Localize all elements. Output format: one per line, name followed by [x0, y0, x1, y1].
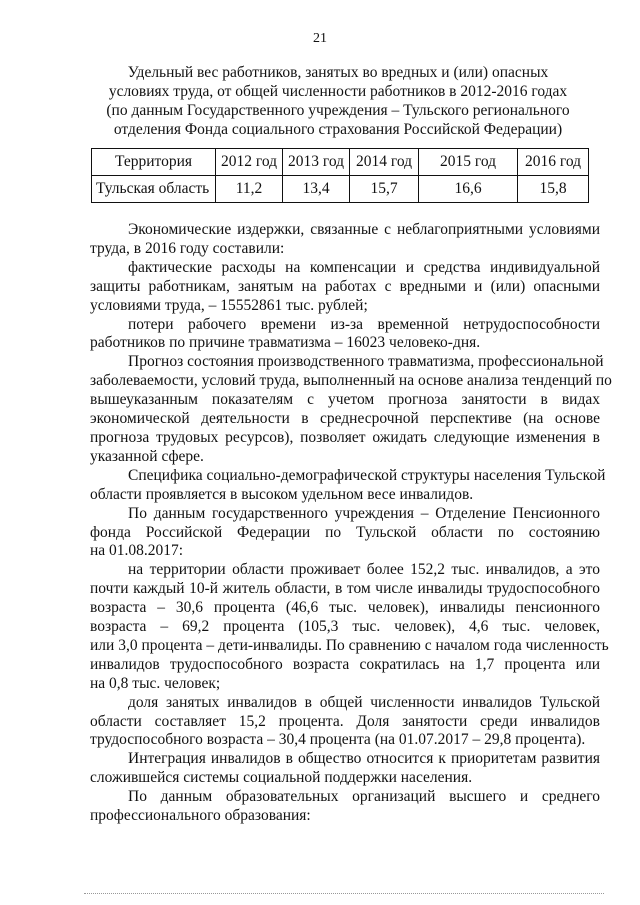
heading-line: Удельный вес работников, занятых во вредных и (или) опасных: [127, 64, 549, 81]
cell-2014: 15,7: [350, 176, 419, 203]
paragraph: [90, 750, 600, 788]
workers-share-table: [91, 148, 589, 203]
table-heading: [88, 63, 588, 139]
paragraph-line: профессионального образования:: [90, 807, 311, 825]
paragraph-line: трудоспособного возраста – 30,4 процента (на 01.07.2017 – 29,8 процента).: [90, 731, 586, 749]
column-header-2013: 2013 год: [283, 149, 350, 176]
paragraph: [90, 561, 609, 693]
paragraph-line: сложившейся системы социальной поддержки населения.: [90, 769, 473, 787]
paragraph-line: прогноза трудовых ресурсов), позволяет ожидать следующие изменения в: [90, 428, 600, 446]
paragraph-line: на 0,8 тыс. человек;: [90, 674, 221, 692]
paragraph-line: инвалидов трудоспособного возраста сократилась на 1,7 процента или: [90, 655, 600, 673]
cell-territory: Тульская область: [92, 176, 216, 203]
cell-2013: 13,4: [283, 176, 350, 203]
paragraph-line: области проявляется в высоком удельном весе инвалидов.: [90, 485, 474, 503]
paragraph-line: потери рабочего времени из-за временной нетрудоспособности: [128, 315, 600, 333]
paragraph: [90, 466, 606, 505]
paragraph-line: По данным образовательных организаций высшего и среднего: [128, 788, 600, 806]
paragraph-line: работников по причине травматизма – 16023 человеко-дня.: [90, 334, 481, 352]
column-header-2015: 2015 год: [419, 149, 518, 176]
paragraph-line: По данным государственного учреждения – Отделение Пенсионного: [128, 504, 600, 522]
paragraph-line: заболеваемости, условий труда, выполненный на основе анализа тенденций по: [90, 372, 612, 390]
paragraph-line: возраста – 30,6 процента (46,6 тыс. человек), инвалиды пенсионного: [90, 599, 600, 617]
paragraph-line: Специфика социально-демографической структуры населения Тульской: [128, 466, 606, 484]
table-row: [92, 176, 589, 203]
paragraph-line: доля занятых инвалидов в общей численности инвалидов Тульской: [128, 693, 600, 711]
paragraph: [90, 694, 600, 751]
column-header-2014: 2014 год: [350, 149, 419, 176]
column-header-2016: 2016 год: [518, 149, 589, 176]
paragraph-line: защиты работникам, занятым на работах с вредными и (или) опасными: [90, 277, 600, 295]
paragraph: [90, 259, 600, 316]
column-header-2012: 2012 год: [216, 149, 283, 176]
paragraph-line: на 01.08.2017:: [90, 542, 184, 560]
heading-line: условиях труда, от общей численности работников в 2012-2016 годах: [108, 83, 568, 100]
paragraph-line: или 3,0 процента – дети-инвалиды. По сравнению с началом года численность: [90, 636, 609, 654]
paragraph-line: труда, в 2016 году составили:: [90, 239, 285, 257]
paragraph-line: области составляет 15,2 процента. Доля занятости среди инвалидов: [90, 712, 600, 730]
cell-2016: 15,8: [518, 176, 589, 203]
cell-2012: 11,2: [216, 176, 283, 203]
table-header-row: [92, 149, 589, 176]
paragraph-line: на территории области проживает более 152,2 тыс. инвалидов, а это: [128, 561, 600, 579]
paragraph-line: возраста – 69,2 процента (105,3 тыс. человек), 4,6 тыс. человек,: [90, 618, 600, 636]
scan-edge-artifact: [84, 893, 604, 896]
heading-line: (по данным Государственного учреждения – Тульского регионального: [106, 102, 570, 119]
paragraph-line: Экономические издержки, связанные с неблагоприятными условиями: [128, 221, 600, 238]
paragraph-line: условиями труда, – 15552861 тыс. рублей;: [90, 296, 368, 314]
paragraph-line: указанной сфере.: [90, 447, 204, 465]
paragraph-line: вышеуказанным показателям с учетом прогноза занятости в видах: [90, 391, 600, 409]
page-number: 21: [313, 31, 327, 46]
paragraph-line: фонда Российской Федерации по Тульской области по состоянию: [90, 523, 600, 541]
paragraph: [90, 788, 600, 826]
paragraph-line: экономической деятельности в среднесрочной перспективе (на основе: [90, 410, 600, 428]
body-text: [90, 221, 612, 826]
paragraph: [90, 221, 600, 259]
paragraph-line: Интеграция инвалидов в общество относится к приоритетам развития: [128, 750, 600, 768]
heading-line: отделения Фонда социального страхования Российской Федерации): [113, 121, 563, 138]
cell-2015: 16,6: [419, 176, 518, 203]
paragraph-line: почти каждый 10-й житель области, в том числе инвалиды трудоспособного: [90, 580, 600, 598]
paragraph-line: фактические расходы на компенсации и средства индивидуальной: [128, 258, 600, 276]
column-header-territory: Территория: [92, 149, 216, 176]
paragraph: [90, 353, 612, 466]
paragraph: [90, 505, 600, 562]
paragraph-line: Прогноз состояния производственного травматизма, профессиональной: [128, 353, 604, 371]
paragraph: [90, 316, 600, 354]
